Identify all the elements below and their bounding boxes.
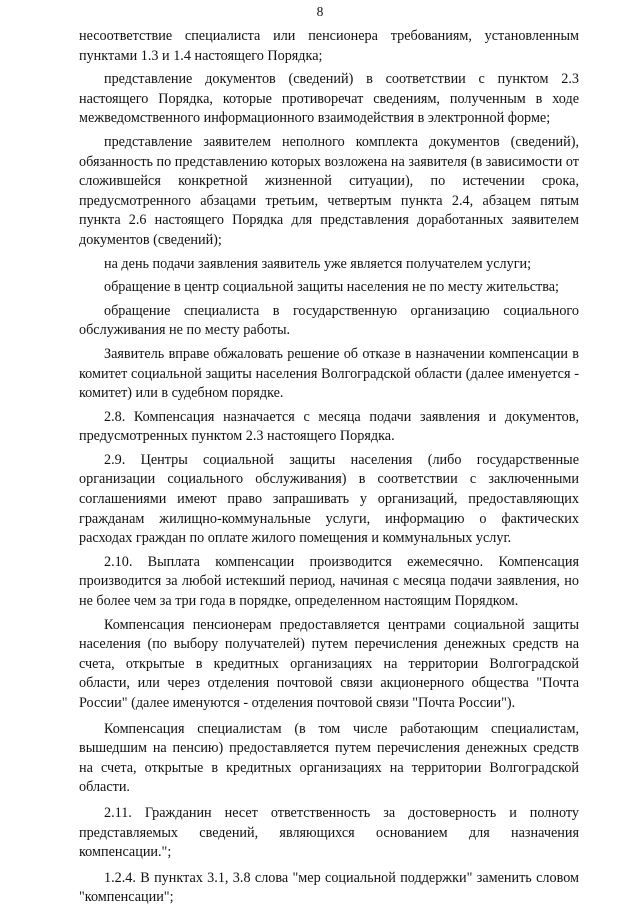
paragraph: представление документов (сведений) в соответствии с пунктом 2.3 настоящего Порядка, которые противоречат сведениям, полученным в ходе межведомственного информационного взаимодействия в электронной форме; — [79, 71, 579, 127]
paragraph: на день подачи заявления заявитель уже является получателем услуги; — [104, 255, 532, 272]
document-body — [79, 27, 579, 912]
page-number: 8 — [316, 4, 324, 19]
paragraph: обращение специалиста в государственную организацию социального обслуживания не по месту работы. — [79, 302, 579, 339]
paragraph: Компенсация специалистам (в том числе работающим специалистам, вышедшим на пенсию) предоставляется путем перечисления денежных средств на счета, открытые в кредитных организациях на территории Волгоградской области. — [79, 720, 579, 796]
paragraph: 2.8. Компенсация назначается с месяца подачи заявления и документов, предусмотренных пунктом 2.3 настоящего Порядка. — [79, 408, 579, 445]
paragraph: 2.9. Центры социальной защиты населения (либо государственные организации социального обслуживания) в соответствии с заключенными соглашениями имеют право запрашивать у организаций, предоставляющих гражданам жилищно-коммунальные услуги, информацию о фактических расходах граждан по оплате жилого помещения и коммунальных услуг. — [79, 451, 579, 547]
paragraph: Заявитель вправе обжаловать решение об отказе в назначении компенсации в комитет социальной защиты населения Волгоградской области (далее именуется - комитет) или в судебном порядке. — [79, 345, 579, 402]
paragraph: Компенсация пенсионерам предоставляется центрами социальной защиты населения (по выбору получателей) путем перечисления денежных средств на счета, открытые в кредитных организациях на территории Волгоградской области, или через отделения почтовой связи акционерного общества "Почта России" (далее именуются - отделения почтовой связи "Почта России"). — [79, 616, 579, 711]
paragraph: 1.2.4. В пунктах 3.1, 3.8 слова "мер социальной поддержки" заменить словом "компенсации"; — [79, 869, 579, 906]
paragraph: 2.11. Гражданин несет ответственность за достоверность и полноту представляемых сведений, являющихся основанием для назначения компенсации."; — [79, 804, 579, 861]
paragraph: обращение в центр социальной защиты населения не по месту жительства; — [104, 279, 559, 296]
paragraph: представление заявителем неполного комплекта документов (сведений), обязанность по представлению которых возложена на заявителя (в зависимости от сложившейся конкретной жизненной ситуации), по истечении срока, предусмотренного абзацами третьим, четвертым пункта 2.4, абзацем пятым пункта 2.6 настоящего Порядка для представления доработанных заявителем документов (сведений); — [79, 133, 579, 248]
paragraph: 2.10. Выплата компенсации производится ежемесячно. Компенсация производится за любой истекший период, начиная с месяца подачи заявления, но не более чем за три года в порядке, определенном настоящим Порядком. — [79, 553, 579, 610]
paragraph: несоответствие специалиста или пенсионера требованиям, установленным пунктами 1.3 и 1.4 настоящего Порядка; — [79, 28, 579, 64]
